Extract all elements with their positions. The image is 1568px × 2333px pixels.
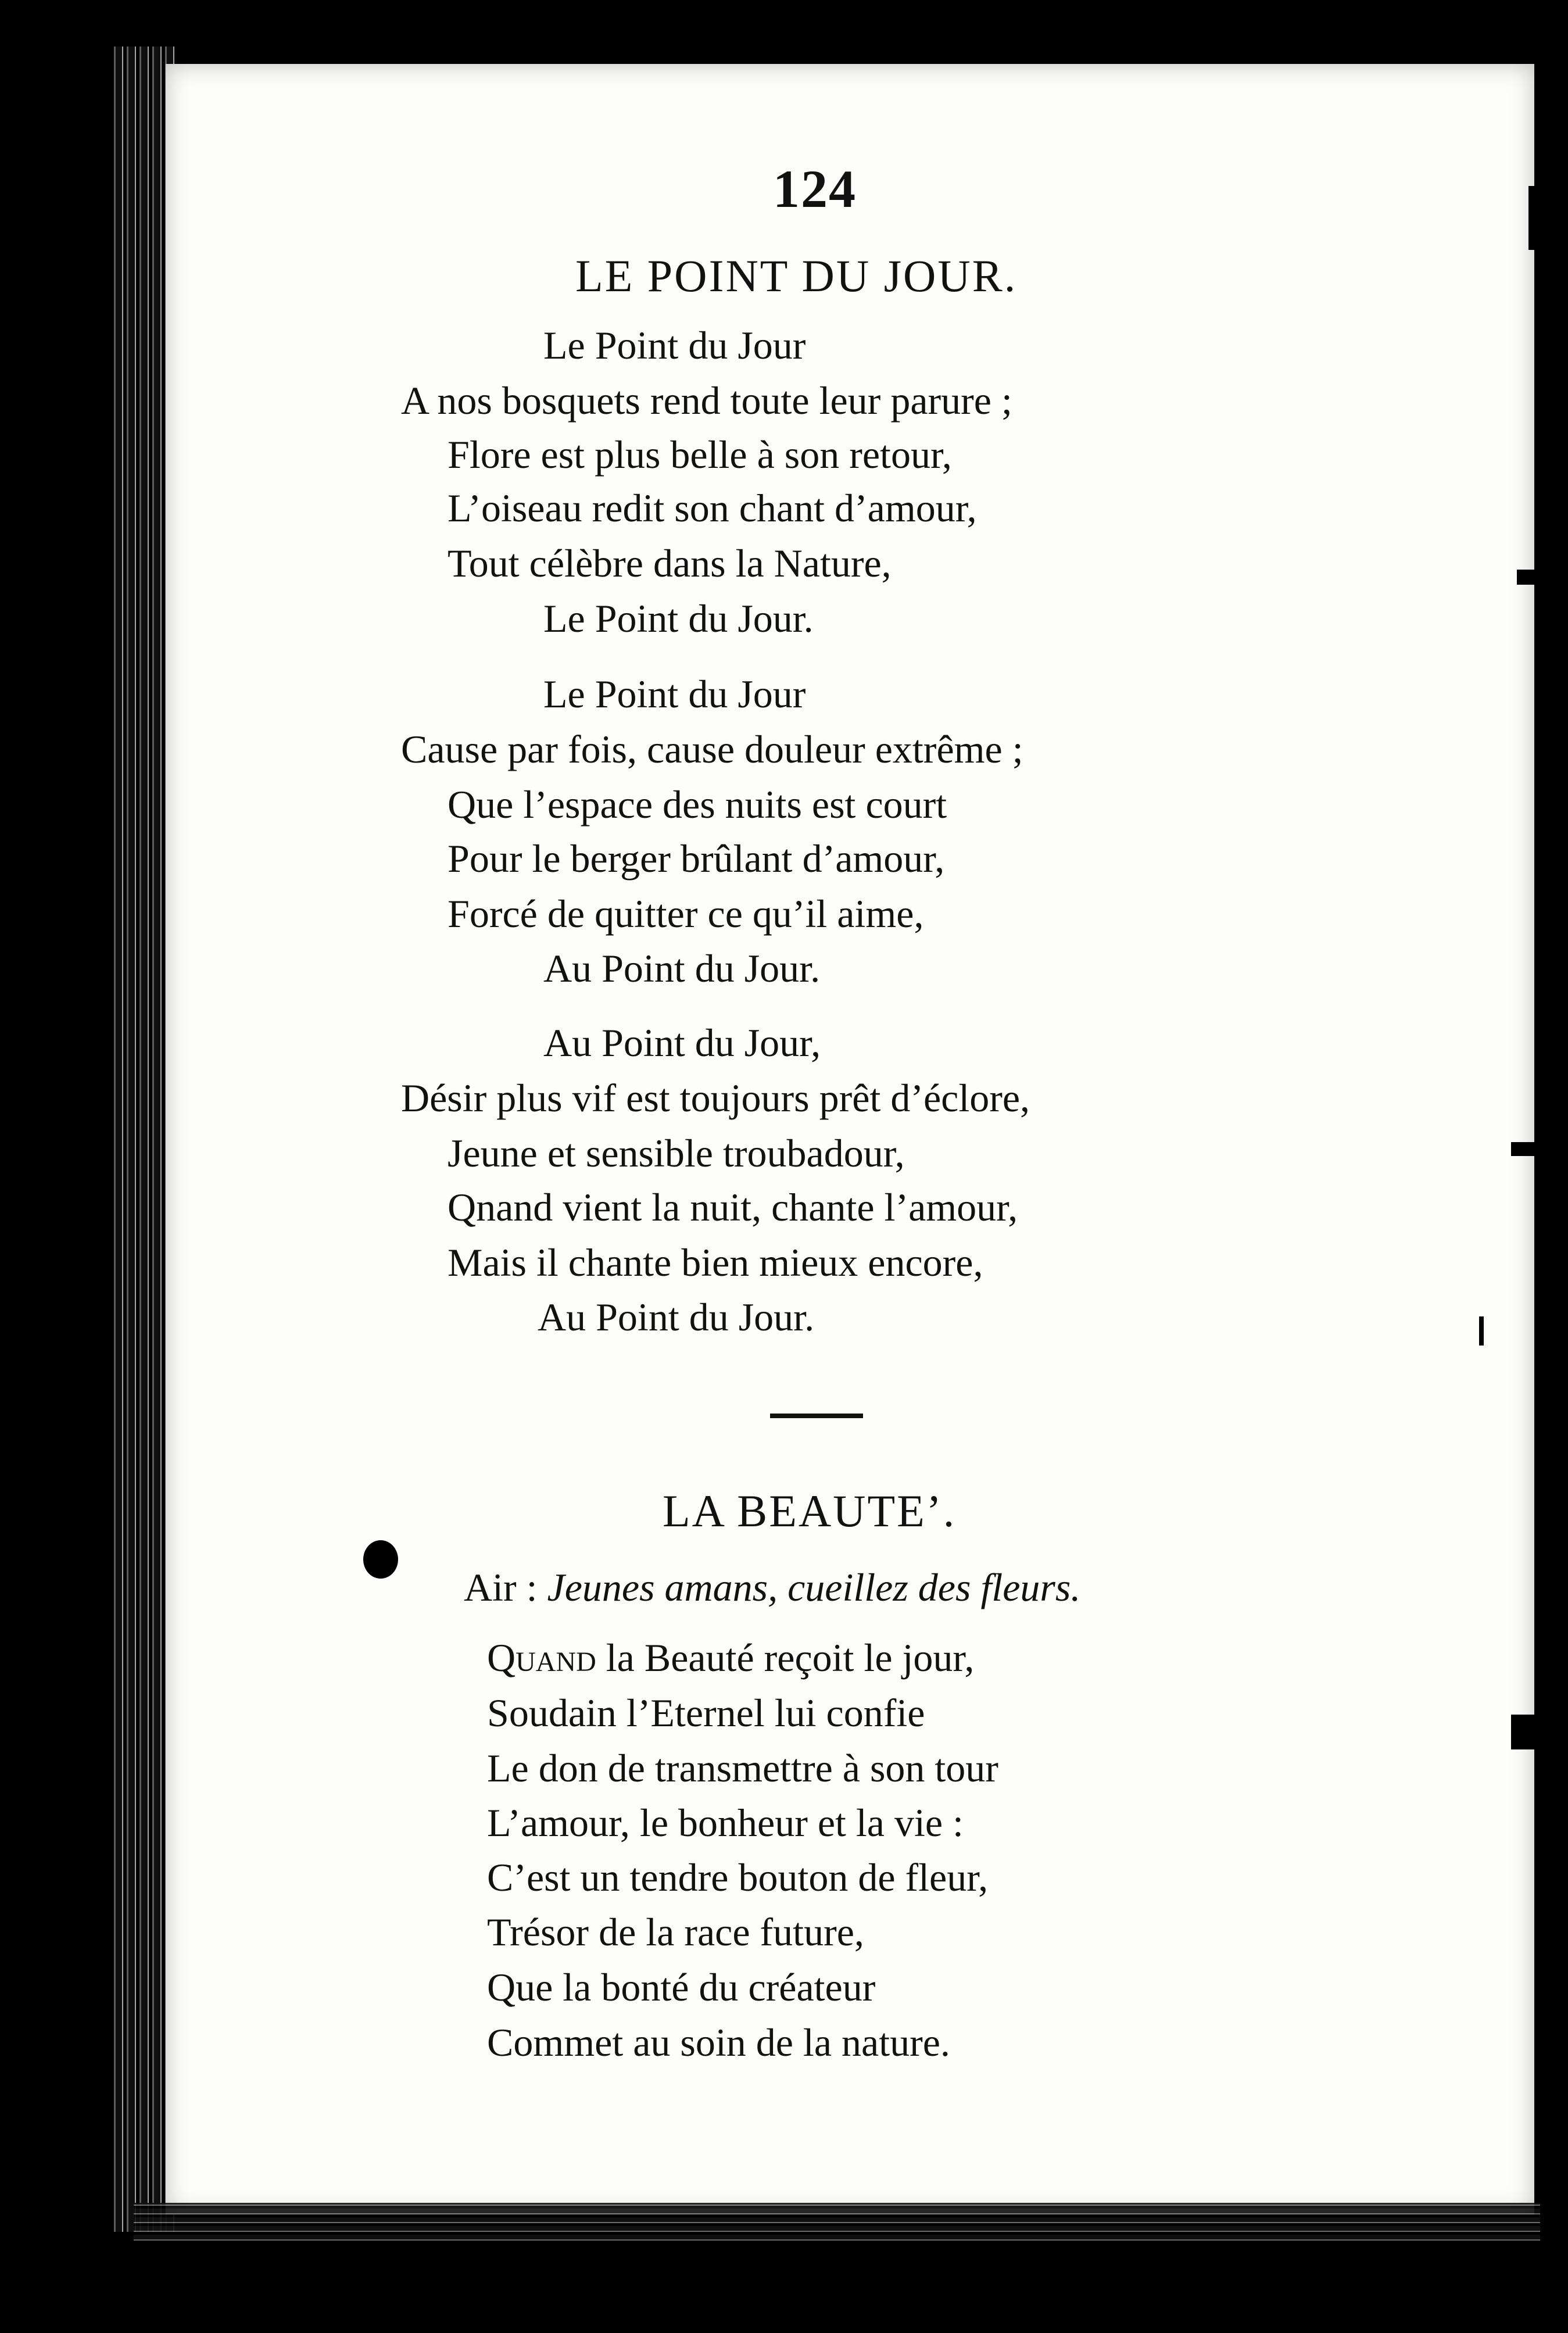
verse-line: Le Point du Jour (543, 323, 806, 367)
verse-line: C’est un tendre bouton de fleur, (487, 1855, 989, 1899)
ink-blot (363, 1540, 398, 1579)
edge-mark (1511, 1715, 1539, 1749)
air-label: Air : (464, 1565, 538, 1609)
verse-line: Pour le berger brûlant d’amour, (448, 836, 945, 881)
verse-line: Au Point du Jour. (543, 946, 821, 990)
page-edge-bottom (134, 2203, 1540, 2243)
verse-line: Le don de transmettre à son tour (487, 1746, 998, 1790)
verse-line: Jeune et sensible troubadour, (448, 1131, 905, 1175)
song-title: LA BEAUTE’. (663, 1486, 957, 1536)
verse-line: Forcé de quitter ce qu’il aime, (448, 892, 924, 936)
verse-line: L’amour, le bonheur et la vie : (487, 1801, 964, 1845)
verse-line (487, 1636, 975, 1680)
verse-line: Que l’espace des nuits est court (448, 782, 947, 826)
verse-line: Soudain l’Eternel lui confie (487, 1691, 925, 1735)
verse-line: Tout célèbre dans la Nature, (448, 541, 892, 585)
verse-line: Au Point du Jour, (543, 1021, 821, 1065)
verse-line: Désir plus vif est toujours prêt d’éclore, (401, 1076, 1030, 1120)
verse-line: Mais il chante bien mieux encore, (448, 1240, 983, 1284)
page-number: 124 (773, 159, 857, 219)
verse-line: Au Point du Jour. (538, 1295, 815, 1339)
edge-mark (1479, 1316, 1484, 1346)
verse-line: Trésor de la race future, (487, 1910, 864, 1954)
song-title: LE POINT DU JOUR. (575, 251, 1018, 301)
edge-mark (1528, 186, 1541, 250)
first-word: Quand (487, 1636, 596, 1680)
verse-line: Que la bonté du créateur (487, 1965, 876, 2009)
page-edge-left (110, 46, 174, 2232)
verse-line: L’oiseau redit son chant d’amour, (448, 486, 977, 530)
air-indication (464, 1565, 1080, 1611)
verse-line: Cause par fois, cause douleur extrême ; (401, 727, 1023, 771)
edge-mark (1511, 1142, 1540, 1156)
verse-line: Commet au soin de la nature. (487, 2020, 950, 2064)
verse-line: Le Point du Jour. (543, 596, 814, 640)
verse-line-rest: la Beauté reçoit le jour, (596, 1636, 975, 1680)
verse-line: Le Point du Jour (543, 672, 806, 716)
verse-line: Flore est plus belle à son retour, (448, 432, 952, 477)
edge-mark (1517, 570, 1540, 585)
air-tune: Jeunes amans, cueillez des fleurs. (547, 1565, 1081, 1609)
verse-line: Qnand vient la nuit, chante l’amour, (448, 1185, 1018, 1229)
section-divider (770, 1414, 863, 1418)
verse-line: A nos bosquets rend toute leur parure ; (401, 378, 1012, 423)
